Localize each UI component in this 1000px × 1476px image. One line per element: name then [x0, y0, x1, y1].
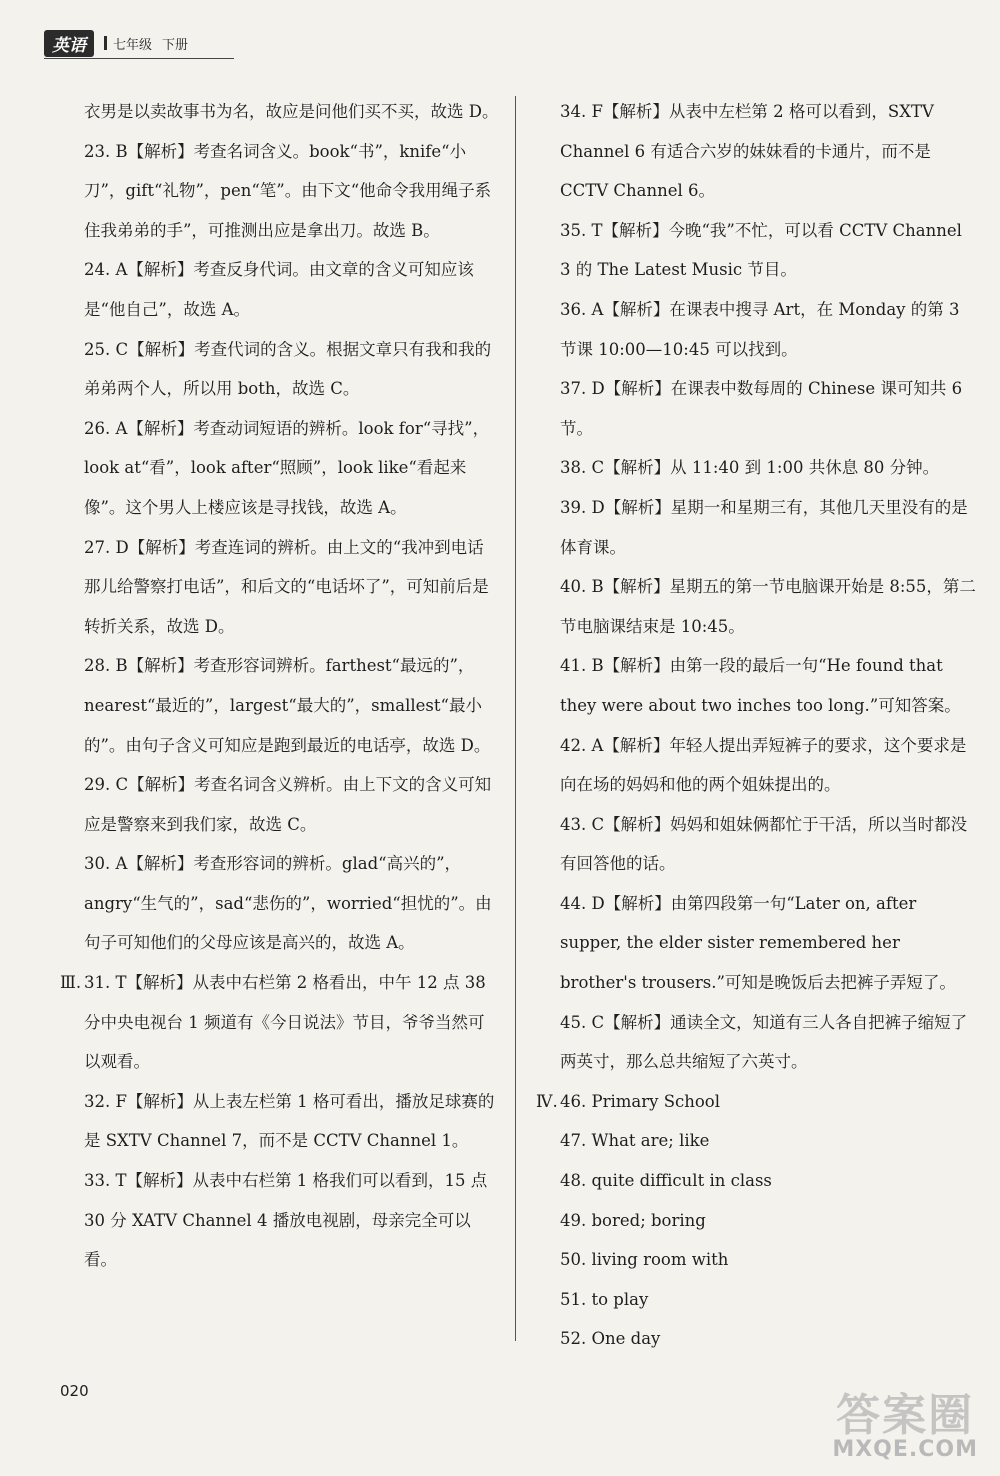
answer-item: 33. T【解析】从表中右栏第 1 格我们可以看到，15 点 30 分 XATV Channel 4 播放电视剧，母亲完全可以看。 [84, 1171, 488, 1270]
answer-item: 52. One day [560, 1329, 661, 1349]
answer-item: 37. D【解析】在课表中数每周的 Chinese 课可知共 6 节。 [560, 379, 963, 438]
answer-text: 31. T【解析】从表中右栏第 2 格看出，中午 12 点 38 分中央电视台 1 频道有《今日说法》节目，爷爷当然可以观看。 [84, 973, 486, 1072]
answer-item: 36. A【解析】在课表中搜寻 Art，在 Monday 的第 3 节课 10:00—10:45 可以找到。 [560, 299, 960, 359]
answer-item: 30. A【解析】考查形容词的辨析。glad“高兴的”，angry“生气的”，sad“悲伤的”，worried“担忧的”。由句子可知他们的父母应该是高兴的，故选 A。 [84, 854, 492, 953]
answer-item: 29. C【解析】考查名词含义辨析。由上下文的含义可知应是警察来到我们家，故选 C。 [84, 775, 492, 834]
answer-item: 39. D【解析】星期一和星期三有，其他几天里没有的是体育课。 [560, 497, 968, 557]
answer-item: 35. T【解析】今晚“我”不忙，可以看 CCTV Channel 3 的 The Latest Music 节目。 [560, 220, 962, 280]
answer-item: 23. B【解析】考查名词含义。book“书”，knife“小刀”，gift“礼物”，pen“笔”。由下文“他命令我用绳子系住我弟弟的手”，可推测出应是拿出刀。故选 B。 [84, 141, 492, 240]
watermark-site: MXQE.COM [832, 1437, 978, 1462]
page-header [44, 30, 198, 56]
answer-item: 49. bored; boring [560, 1210, 706, 1230]
answer-item: 48. quite difficult in class [560, 1171, 772, 1191]
answer-item: 26. A【解析】考查动词短语的辨析。look for“寻找”，look at“看”，look after“照顾”，look like“看起来像”。这个男人上楼应该是寻找钱，故选 A。 [84, 418, 490, 517]
section-3-label: Ⅲ. [60, 973, 82, 993]
answer-item: 34. F【解析】从表中左栏第 2 格可以看到，SXTV Channel 6 有适合六岁的妹妹看的卡通片，而不是 CCTV Channel 6。 [560, 102, 934, 201]
answer-text: 46. Primary School [560, 1091, 721, 1111]
volume-label: 下册 [162, 37, 189, 53]
answer-item: 51. to play [560, 1289, 649, 1309]
answer-item: 27. D【解析】考查连词的辨析。由上文的“我冲到电话那儿给警察打电话”，和后文的“电话坏了”，可知前后是转折关系，故选 D。 [84, 537, 489, 636]
page-number: 020 [60, 1382, 89, 1400]
answer-item: 24. A【解析】考查反身代词。由文章的含义可知应该是“他自己”，故选 A。 [84, 260, 474, 319]
answer-item: 25. C【解析】考查代词的含义。根据文章只有我和我的弟弟两个人，所以用 both，故选 C。 [84, 339, 492, 399]
watermark-title: 答案圈 [836, 1390, 975, 1441]
answer-item: 41. B【解析】由第一段的最后一句“He found that they were about two inches too long.”可知答案。 [560, 656, 961, 715]
answer-item: 45. C【解析】通读全文，知道有三人各自把裤子缩短了两英寸，那么总共缩短了六英寸。 [560, 1012, 968, 1072]
answer-item: 50. living room with [560, 1250, 729, 1270]
answer-item: 28. B【解析】考查形容词辨析。farthest“最远的”，nearest“最近的”，largest“最大的”，smallest“最小的”。由句子含义可知应是跑到最近的电话亭，故选 D。 [84, 656, 491, 755]
answer-item: 40. B【解析】星期五的第一节电脑课开始是 8:55，第二节电脑课结束是 10:45。 [560, 577, 976, 636]
subject-badge: 英语 [44, 30, 94, 57]
badge-divider [94, 36, 107, 50]
header-rule [44, 58, 234, 59]
left-column [60, 92, 500, 1280]
grade-label: 七年级 [113, 37, 153, 53]
column-divider [515, 96, 516, 1341]
answer-item-section3-start [60, 963, 500, 1082]
answer-item: 32. F【解析】从上表左栏第 1 格可看出，播放足球赛的是 SXTV Channel 7，而不是 CCTV Channel 1。 [84, 1091, 495, 1151]
answer-item: 38. C【解析】从 11:40 到 1:00 共休息 80 分钟。 [560, 458, 940, 478]
answer-item: 衣男是以卖故事书为名，故应是问他们买不买，故选 D。 [84, 102, 499, 121]
answer-item: 47. What are; like [560, 1131, 710, 1151]
answer-item-section4-start [536, 1082, 976, 1122]
right-column [536, 92, 976, 1359]
answer-item: 42. A【解析】年轻人提出弄短裤子的要求，这个要求是向在场的妈妈和他的两个姐妹提出的。 [560, 735, 967, 795]
answer-item: 43. C【解析】妈妈和姐妹俩都忙于干活，所以当时都没有回答他的话。 [560, 814, 968, 874]
section-4-label: Ⅳ. [536, 1091, 558, 1111]
watermark-logo [832, 1379, 978, 1462]
answer-item: 44. D【解析】由第四段第一句“Later on, after supper, the elder sister remembered her brother's trousers.”可知是晚饭后去把裤子弄短了。 [560, 893, 956, 993]
